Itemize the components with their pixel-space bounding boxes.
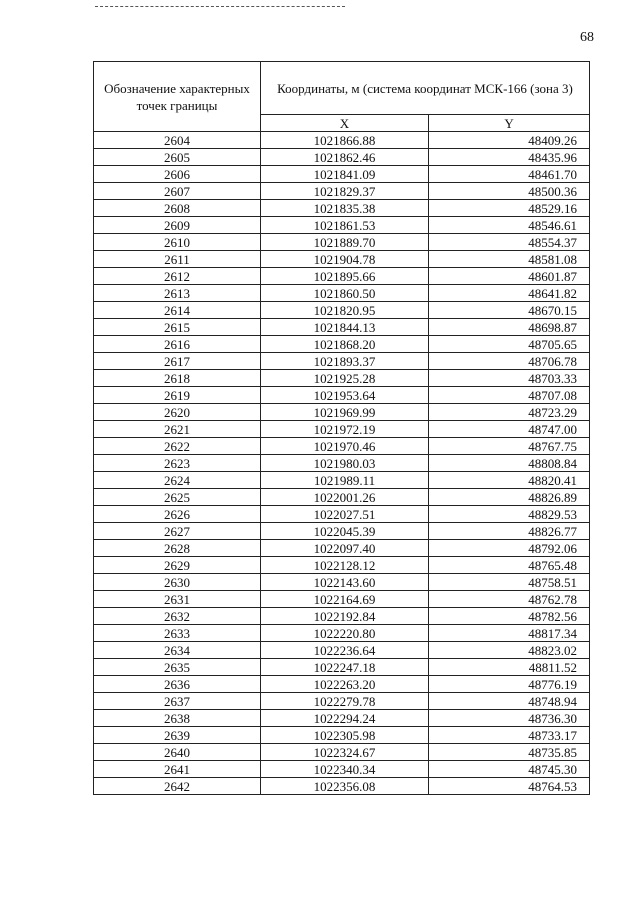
y-coordinate-cell: 48823.02 [429,642,590,659]
point-number-cell: 2642 [94,778,261,795]
y-coordinate-cell: 48529.16 [429,200,590,217]
x-coordinate-cell: 1022279.78 [261,693,429,710]
table-row [94,523,590,540]
y-coordinate-cell: 48707.08 [429,387,590,404]
y-coordinate-cell: 48817.34 [429,625,590,642]
y-coordinate-cell: 48767.75 [429,438,590,455]
x-coordinate-cell: 1022305.98 [261,727,429,744]
point-number-cell: 2621 [94,421,261,438]
x-coordinate-cell: 1021889.70 [261,234,429,251]
point-number-cell: 2609 [94,217,261,234]
table-row [94,574,590,591]
point-number-cell: 2626 [94,506,261,523]
table-row [94,557,590,574]
table-row [94,659,590,676]
y-coordinate-cell: 48776.19 [429,676,590,693]
x-coordinate-cell: 1021980.03 [261,455,429,472]
y-coordinate-cell: 48735.85 [429,744,590,761]
x-coordinate-cell: 1022164.69 [261,591,429,608]
table-row [94,166,590,183]
y-coordinate-cell: 48706.78 [429,353,590,370]
top-edge-mark [95,6,345,7]
x-coordinate-cell: 1021866.88 [261,132,429,149]
y-coordinate-cell: 48765.48 [429,557,590,574]
x-coordinate-cell: 1022340.34 [261,761,429,778]
x-coordinate-cell: 1022001.26 [261,489,429,506]
table-row [94,540,590,557]
table-row [94,489,590,506]
table-row [94,251,590,268]
x-coordinate-cell: 1022143.60 [261,574,429,591]
x-coordinate-cell: 1021970.46 [261,438,429,455]
coordinates-table [93,61,590,795]
y-coordinate-cell: 48670.15 [429,302,590,319]
point-number-cell: 2641 [94,761,261,778]
x-column-header: X [261,115,429,132]
table-row [94,387,590,404]
x-coordinate-cell: 1021844.13 [261,319,429,336]
point-number-cell: 2631 [94,591,261,608]
point-number-cell: 2613 [94,285,261,302]
table-row [94,744,590,761]
x-coordinate-cell: 1022128.12 [261,557,429,574]
y-coordinate-cell: 48764.53 [429,778,590,795]
y-coordinate-cell: 48758.51 [429,574,590,591]
table-row [94,319,590,336]
point-number-cell: 2635 [94,659,261,676]
x-coordinate-cell: 1021862.46 [261,149,429,166]
point-number-cell: 2615 [94,319,261,336]
x-coordinate-cell: 1021972.19 [261,421,429,438]
point-number-cell: 2640 [94,744,261,761]
table-row [94,608,590,625]
point-number-cell: 2612 [94,268,261,285]
x-coordinate-cell: 1022247.18 [261,659,429,676]
x-coordinate-cell: 1022324.67 [261,744,429,761]
point-label-header: Обозначение характерных точек границы [94,62,261,132]
point-number-cell: 2639 [94,727,261,744]
x-coordinate-cell: 1022045.39 [261,523,429,540]
x-coordinate-cell: 1021969.99 [261,404,429,421]
x-coordinate-cell: 1021860.50 [261,285,429,302]
point-number-cell: 2611 [94,251,261,268]
table-body [94,132,590,795]
y-coordinate-cell: 48554.37 [429,234,590,251]
table-row [94,727,590,744]
y-column-header: Y [429,115,590,132]
table-row [94,200,590,217]
point-number-cell: 2614 [94,302,261,319]
y-coordinate-cell: 48745.30 [429,761,590,778]
x-coordinate-cell: 1021861.53 [261,217,429,234]
y-coordinate-cell: 48546.61 [429,217,590,234]
y-coordinate-cell: 48581.08 [429,251,590,268]
y-coordinate-cell: 48826.77 [429,523,590,540]
x-coordinate-cell: 1021820.95 [261,302,429,319]
y-coordinate-cell: 48820.41 [429,472,590,489]
table-row [94,676,590,693]
x-coordinate-cell: 1022356.08 [261,778,429,795]
point-number-cell: 2628 [94,540,261,557]
x-coordinate-cell: 1022236.64 [261,642,429,659]
y-coordinate-cell: 48762.78 [429,591,590,608]
y-coordinate-cell: 48435.96 [429,149,590,166]
point-number-cell: 2622 [94,438,261,455]
point-number-cell: 2629 [94,557,261,574]
y-coordinate-cell: 48500.36 [429,183,590,200]
y-coordinate-cell: 48748.94 [429,693,590,710]
x-coordinate-cell: 1021868.20 [261,336,429,353]
y-coordinate-cell: 48808.84 [429,455,590,472]
y-coordinate-cell: 48461.70 [429,166,590,183]
table-row [94,591,590,608]
table-row [94,710,590,727]
y-coordinate-cell: 48792.06 [429,540,590,557]
point-number-cell: 2630 [94,574,261,591]
table-row [94,506,590,523]
y-coordinate-cell: 48736.30 [429,710,590,727]
table-row [94,404,590,421]
point-number-cell: 2634 [94,642,261,659]
coordinates-header: Координаты, м (система координат МСК-166 (зона 3) [261,62,590,115]
y-coordinate-cell: 48641.82 [429,285,590,302]
point-number-cell: 2606 [94,166,261,183]
table-row [94,472,590,489]
x-coordinate-cell: 1021953.64 [261,387,429,404]
y-coordinate-cell: 48698.87 [429,319,590,336]
table-row [94,285,590,302]
point-number-cell: 2636 [94,676,261,693]
table-row [94,183,590,200]
table-row [94,234,590,251]
table-row [94,625,590,642]
y-coordinate-cell: 48829.53 [429,506,590,523]
point-number-cell: 2616 [94,336,261,353]
x-coordinate-cell: 1021841.09 [261,166,429,183]
x-coordinate-cell: 1022097.40 [261,540,429,557]
x-coordinate-cell: 1022263.20 [261,676,429,693]
point-number-cell: 2607 [94,183,261,200]
y-coordinate-cell: 48705.65 [429,336,590,353]
point-number-cell: 2618 [94,370,261,387]
y-coordinate-cell: 48733.17 [429,727,590,744]
table-row [94,370,590,387]
x-coordinate-cell: 1021904.78 [261,251,429,268]
table-row [94,421,590,438]
y-coordinate-cell: 48703.33 [429,370,590,387]
table-row [94,149,590,166]
point-number-cell: 2625 [94,489,261,506]
x-coordinate-cell: 1022027.51 [261,506,429,523]
x-coordinate-cell: 1021893.37 [261,353,429,370]
table-row [94,761,590,778]
y-coordinate-cell: 48723.29 [429,404,590,421]
point-number-cell: 2610 [94,234,261,251]
table-row [94,132,590,149]
x-coordinate-cell: 1021829.37 [261,183,429,200]
point-number-cell: 2633 [94,625,261,642]
x-coordinate-cell: 1021925.28 [261,370,429,387]
table-row [94,778,590,795]
point-number-cell: 2605 [94,149,261,166]
x-coordinate-cell: 1021835.38 [261,200,429,217]
table-row [94,302,590,319]
table-row [94,353,590,370]
table-row [94,336,590,353]
point-number-cell: 2632 [94,608,261,625]
y-coordinate-cell: 48782.56 [429,608,590,625]
y-coordinate-cell: 48826.89 [429,489,590,506]
point-number-cell: 2619 [94,387,261,404]
point-number-cell: 2620 [94,404,261,421]
x-coordinate-cell: 1021989.11 [261,472,429,489]
point-number-cell: 2617 [94,353,261,370]
point-number-cell: 2604 [94,132,261,149]
point-number-cell: 2624 [94,472,261,489]
table-row [94,217,590,234]
point-number-cell: 2637 [94,693,261,710]
table-row [94,693,590,710]
page-number: 68 [580,30,594,45]
x-coordinate-cell: 1022192.84 [261,608,429,625]
point-number-cell: 2638 [94,710,261,727]
y-coordinate-cell: 48747.00 [429,421,590,438]
table-row [94,268,590,285]
table-row [94,642,590,659]
x-coordinate-cell: 1021895.66 [261,268,429,285]
x-coordinate-cell: 1022294.24 [261,710,429,727]
point-number-cell: 2623 [94,455,261,472]
point-number-cell: 2627 [94,523,261,540]
table-row [94,455,590,472]
y-coordinate-cell: 48409.26 [429,132,590,149]
point-number-cell: 2608 [94,200,261,217]
y-coordinate-cell: 48811.52 [429,659,590,676]
x-coordinate-cell: 1022220.80 [261,625,429,642]
table-row [94,438,590,455]
y-coordinate-cell: 48601.87 [429,268,590,285]
